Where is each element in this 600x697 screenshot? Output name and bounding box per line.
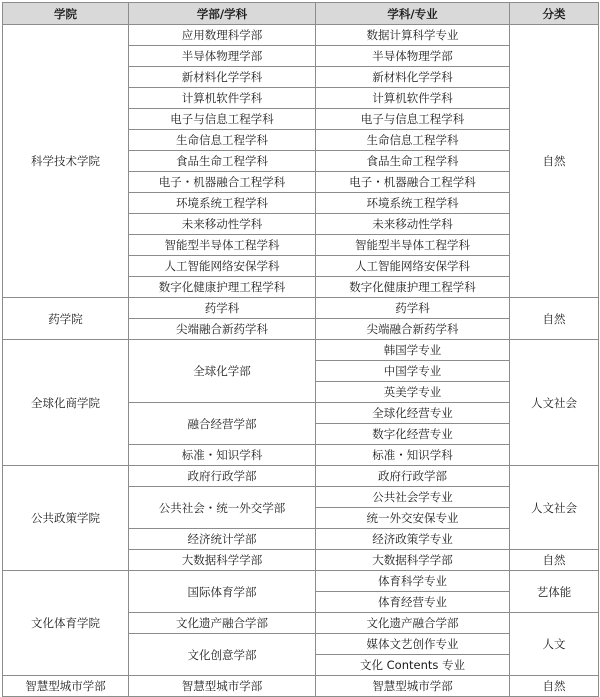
department-cell: 大数据科学学部 bbox=[129, 550, 316, 571]
category-cell: 自然 bbox=[510, 298, 599, 340]
major-cell: 媒体文艺创作专业 bbox=[316, 634, 510, 655]
major-cell: 政府行政学部 bbox=[316, 466, 510, 487]
major-cell: 未来移动性学科 bbox=[316, 214, 510, 235]
major-cell: 韩国学专业 bbox=[316, 340, 510, 361]
major-cell: 体育科学专业 bbox=[316, 571, 510, 592]
department-cell: 人工智能网络安保学科 bbox=[129, 256, 316, 277]
department-cell: 药学科 bbox=[129, 298, 316, 319]
category-cell: 人文社会 bbox=[510, 466, 599, 550]
category-cell: 人文 bbox=[510, 613, 599, 676]
table-row bbox=[3, 571, 599, 592]
table-row bbox=[3, 466, 599, 487]
department-cell: 国际体育学部 bbox=[129, 571, 316, 613]
category-cell: 艺体能 bbox=[510, 571, 599, 613]
header-major: 学科/专业 bbox=[316, 3, 510, 25]
college-name: 文化体育学院 bbox=[3, 571, 129, 676]
major-cell: 智慧型城市学部 bbox=[316, 676, 510, 697]
table-row bbox=[3, 298, 599, 319]
department-cell: 半导体物理学部 bbox=[129, 46, 316, 67]
department-cell: 计算机软件学科 bbox=[129, 88, 316, 109]
major-cell: 公共社会学专业 bbox=[316, 487, 510, 508]
department-cell: 融合经营学部 bbox=[129, 403, 316, 445]
college-name: 科学技术学院 bbox=[3, 25, 129, 298]
major-cell: 药学科 bbox=[316, 298, 510, 319]
category-cell: 自然 bbox=[510, 550, 599, 571]
major-cell: 文化遗产融合学部 bbox=[316, 613, 510, 634]
major-cell: 电子与信息工程学科 bbox=[316, 109, 510, 130]
department-cell: 应用数理科学部 bbox=[129, 25, 316, 46]
major-cell: 中国学专业 bbox=[316, 361, 510, 382]
major-cell: 生命信息工程学科 bbox=[316, 130, 510, 151]
department-cell: 智能型半导体工程学科 bbox=[129, 235, 316, 256]
college-name: 全球化商学院 bbox=[3, 340, 129, 466]
department-cell: 文化创意学部 bbox=[129, 634, 316, 676]
table-row bbox=[3, 25, 599, 46]
department-cell: 数字化健康护理工程学科 bbox=[129, 277, 316, 298]
department-cell: 电子与信息工程学科 bbox=[129, 109, 316, 130]
college-name: 智慧型城市学部 bbox=[3, 676, 129, 697]
department-cell: 新材料化学学科 bbox=[129, 67, 316, 88]
major-cell: 文化 Contents 专业 bbox=[316, 655, 510, 676]
major-cell: 标准・知识学科 bbox=[316, 445, 510, 466]
college-name: 药学院 bbox=[3, 298, 129, 340]
major-cell: 英美学专业 bbox=[316, 382, 510, 403]
department-cell: 尖端融合新药学科 bbox=[129, 319, 316, 340]
department-cell: 电子・机器融合工程学科 bbox=[129, 172, 316, 193]
major-cell: 智能型半导体工程学科 bbox=[316, 235, 510, 256]
college-department-table bbox=[2, 2, 599, 697]
header-department: 学部/学科 bbox=[129, 3, 316, 25]
major-cell: 新材料化学学科 bbox=[316, 67, 510, 88]
major-cell: 人工智能网络安保学科 bbox=[316, 256, 510, 277]
major-cell: 食品生命工程学科 bbox=[316, 151, 510, 172]
category-cell: 自然 bbox=[510, 676, 599, 697]
major-cell: 经济政策学专业 bbox=[316, 529, 510, 550]
header-category: 分类 bbox=[510, 3, 599, 25]
major-cell: 环境系统工程学科 bbox=[316, 193, 510, 214]
major-cell: 电子・机器融合工程学科 bbox=[316, 172, 510, 193]
department-cell: 文化遗产融合学部 bbox=[129, 613, 316, 634]
major-cell: 大数据科学学部 bbox=[316, 550, 510, 571]
department-cell: 生命信息工程学科 bbox=[129, 130, 316, 151]
major-cell: 尖端融合新药学科 bbox=[316, 319, 510, 340]
department-cell: 食品生命工程学科 bbox=[129, 151, 316, 172]
header-college: 学院 bbox=[3, 3, 129, 25]
major-cell: 全球化经营专业 bbox=[316, 403, 510, 424]
college-name: 公共政策学院 bbox=[3, 466, 129, 571]
department-cell: 政府行政学部 bbox=[129, 466, 316, 487]
department-cell: 经济统计学部 bbox=[129, 529, 316, 550]
header-row bbox=[3, 3, 599, 25]
department-cell: 未来移动性学科 bbox=[129, 214, 316, 235]
department-cell: 智慧型城市学部 bbox=[129, 676, 316, 697]
category-cell: 人文社会 bbox=[510, 340, 599, 466]
department-cell: 公共社会・统一外交学部 bbox=[129, 487, 316, 529]
department-cell: 全球化学部 bbox=[129, 340, 316, 403]
major-cell: 半导体物理学部 bbox=[316, 46, 510, 67]
major-cell: 数字化健康护理工程学科 bbox=[316, 277, 510, 298]
major-cell: 统一外交安保专业 bbox=[316, 508, 510, 529]
major-cell: 体育经营专业 bbox=[316, 592, 510, 613]
table-row bbox=[3, 676, 599, 697]
department-cell: 环境系统工程学科 bbox=[129, 193, 316, 214]
major-cell: 计算机软件学科 bbox=[316, 88, 510, 109]
table-row bbox=[3, 340, 599, 361]
category-cell: 自然 bbox=[510, 25, 599, 298]
department-cell: 标准・知识学科 bbox=[129, 445, 316, 466]
major-cell: 数字化经营专业 bbox=[316, 424, 510, 445]
major-cell: 数据计算科学专业 bbox=[316, 25, 510, 46]
